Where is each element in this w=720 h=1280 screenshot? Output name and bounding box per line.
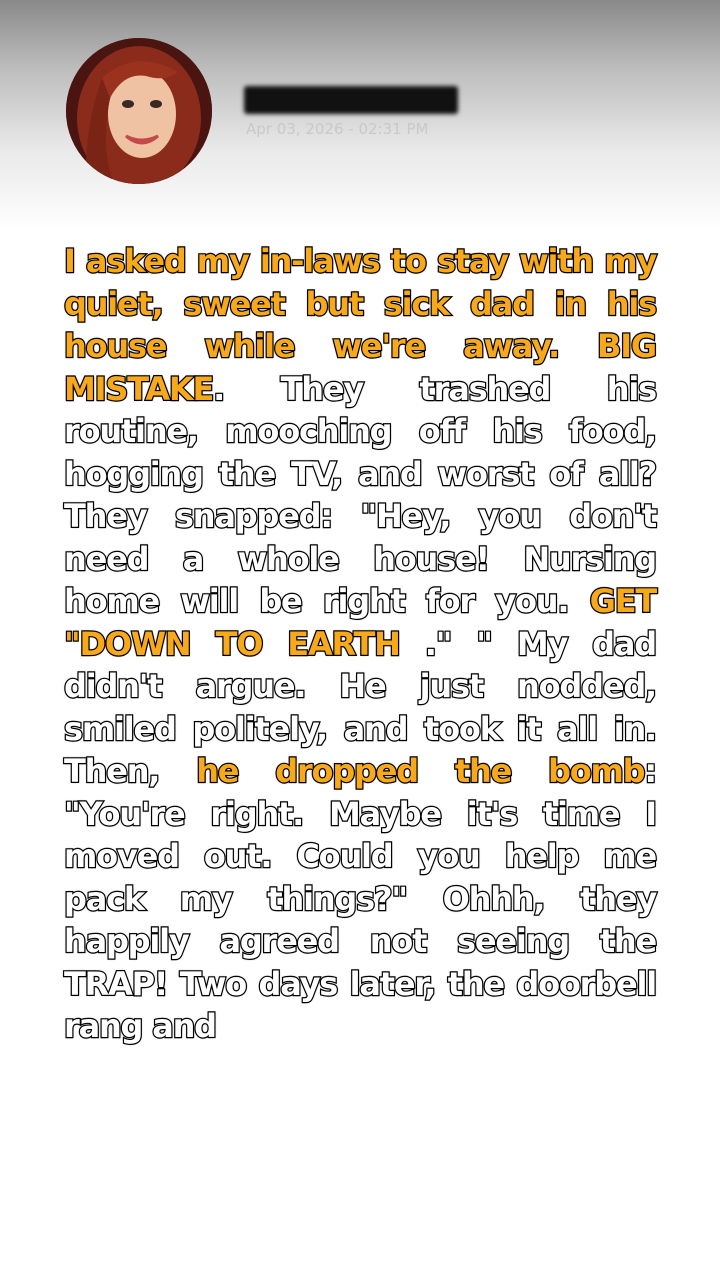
avatar-photo-icon <box>66 38 212 184</box>
story-highlight-text: he dropped the bomb <box>196 752 645 790</box>
avatar[interactable] <box>66 38 212 184</box>
story-text-segment: ." " My dad didn't argue. He just nodded, smiled politely, and took it all in. Then, <box>64 624 656 790</box>
story-highlight-text: GET "DOWN TO EARTH <box>64 582 656 663</box>
story-text-segment: . They trashed his routine, mooching off his food, hogging the TV, and worst of all? They snapped: "Hey, you don't need a whole house! Nursing home will be right for you. <box>64 369 656 620</box>
story-text-segment: : "You're right. Maybe it's time I moved out. Could you help me pack my things?" Ohhh, they happily agreed not seeing the TRAP! Two days later, the doorbell rang and <box>64 752 656 1045</box>
story-highlight-text: I asked my in-laws to stay with my quiet, sweet but sick dad in his house while we're away. BIG MISTAKE <box>64 242 656 408</box>
story-text <box>64 240 656 1048</box>
post-timestamp: Apr 03, 2026 - 02:31 PM <box>246 120 429 138</box>
author-name <box>244 86 458 114</box>
